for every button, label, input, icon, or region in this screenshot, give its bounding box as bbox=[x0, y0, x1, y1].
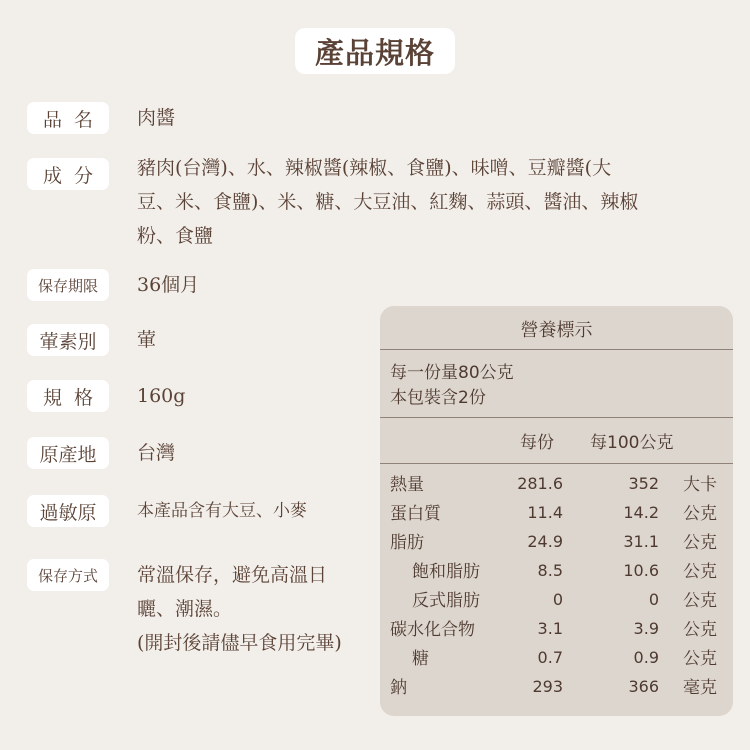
unit: 公克 bbox=[683, 504, 717, 524]
storage-line: (開封後請儘早食用完畢) bbox=[137, 632, 342, 654]
nutrition-row bbox=[380, 615, 733, 644]
value-spec: 160g bbox=[137, 385, 186, 407]
value-per-100g: 0 bbox=[648, 590, 659, 609]
value-per-serving: 3.1 bbox=[537, 619, 563, 638]
value-origin: 台灣 bbox=[137, 442, 176, 464]
divider bbox=[380, 417, 733, 418]
label-product-name: 品名 bbox=[27, 102, 109, 134]
nutrient-name: 熱量 bbox=[390, 475, 424, 495]
unit: 公克 bbox=[683, 620, 717, 640]
value-per-100g: 0.9 bbox=[633, 648, 659, 667]
value-per-100g: 14.2 bbox=[623, 503, 659, 522]
unit: 大卡 bbox=[683, 475, 717, 495]
label-ingredients: 成分 bbox=[27, 158, 109, 190]
value-shelf-life: 36個月 bbox=[137, 274, 200, 296]
label-allergens: 過敏原 bbox=[27, 495, 109, 527]
label-storage: 保存方式 bbox=[27, 559, 109, 591]
value-product-name: 肉醬 bbox=[137, 107, 176, 129]
unit: 毫克 bbox=[683, 678, 717, 698]
value-per-serving: 8.5 bbox=[537, 561, 563, 580]
ingredients-line: 粉、食鹽 bbox=[137, 225, 214, 247]
serving-size: 每一份量80公克 bbox=[390, 363, 514, 383]
label-shelf-life: 保存期限 bbox=[27, 269, 109, 301]
storage-line: 常溫保存，避免高溫日 bbox=[137, 564, 328, 586]
col-per-serving: 每份 bbox=[520, 433, 554, 453]
nutrition-row bbox=[380, 528, 733, 557]
value-per-100g: 31.1 bbox=[623, 532, 659, 551]
col-per-100g: 每100公克 bbox=[590, 433, 674, 453]
value-per-serving: 0 bbox=[552, 590, 563, 609]
value-allergens: 本產品含有大豆、小麥 bbox=[137, 501, 307, 521]
value-per-serving: 293 bbox=[532, 677, 563, 696]
value-per-100g: 352 bbox=[628, 474, 659, 493]
nutrient-name: 飽和脂肪 bbox=[412, 562, 480, 582]
ingredients-line: 豆、米、食鹽)、米、糖、大豆油、紅麴、蒜頭、醬油、辣椒 bbox=[137, 191, 639, 213]
value-per-100g: 3.9 bbox=[633, 619, 659, 638]
value-storage bbox=[137, 558, 342, 660]
unit: 公克 bbox=[683, 649, 717, 669]
value-diet-type: 葷 bbox=[137, 329, 157, 351]
label-origin: 原產地 bbox=[27, 437, 109, 469]
divider bbox=[380, 463, 733, 464]
nutrient-name: 鈉 bbox=[390, 678, 407, 698]
nutrition-row bbox=[380, 673, 733, 702]
nutrient-name: 反式脂肪 bbox=[412, 591, 480, 611]
value-per-100g: 10.6 bbox=[623, 561, 659, 580]
page-title: 產品規格 bbox=[295, 28, 455, 74]
unit: 公克 bbox=[683, 562, 717, 582]
label-spec: 規格 bbox=[27, 380, 109, 412]
nutrition-heading: 營養標示 bbox=[520, 320, 593, 341]
label-diet-type: 葷素別 bbox=[27, 324, 109, 356]
nutrition-row bbox=[380, 644, 733, 673]
nutrition-row bbox=[380, 470, 733, 499]
value-per-serving: 24.9 bbox=[527, 532, 563, 551]
divider bbox=[380, 349, 733, 350]
value-per-serving: 0.7 bbox=[537, 648, 563, 667]
unit: 公克 bbox=[683, 533, 717, 553]
nutrient-name: 碳水化合物 bbox=[390, 620, 475, 640]
value-per-serving: 281.6 bbox=[517, 474, 563, 493]
nutrition-row bbox=[380, 499, 733, 528]
nutrient-name: 糖 bbox=[412, 649, 429, 669]
nutrition-panel bbox=[380, 306, 733, 716]
servings-per-package: 本包裝含2份 bbox=[390, 388, 486, 408]
value-ingredients bbox=[137, 151, 638, 253]
nutrient-name: 蛋白質 bbox=[390, 504, 441, 524]
storage-line: 曬、潮濕。 bbox=[137, 598, 233, 620]
nutrition-row bbox=[380, 557, 733, 586]
ingredients-line: 豬肉(台灣)、水、辣椒醬(辣椒、食鹽)、味噌、豆瓣醬(大 bbox=[137, 157, 612, 179]
unit: 公克 bbox=[683, 591, 717, 611]
nutrient-name: 脂肪 bbox=[390, 533, 424, 553]
nutrition-row bbox=[380, 586, 733, 615]
value-per-100g: 366 bbox=[628, 677, 659, 696]
value-per-serving: 11.4 bbox=[527, 503, 563, 522]
